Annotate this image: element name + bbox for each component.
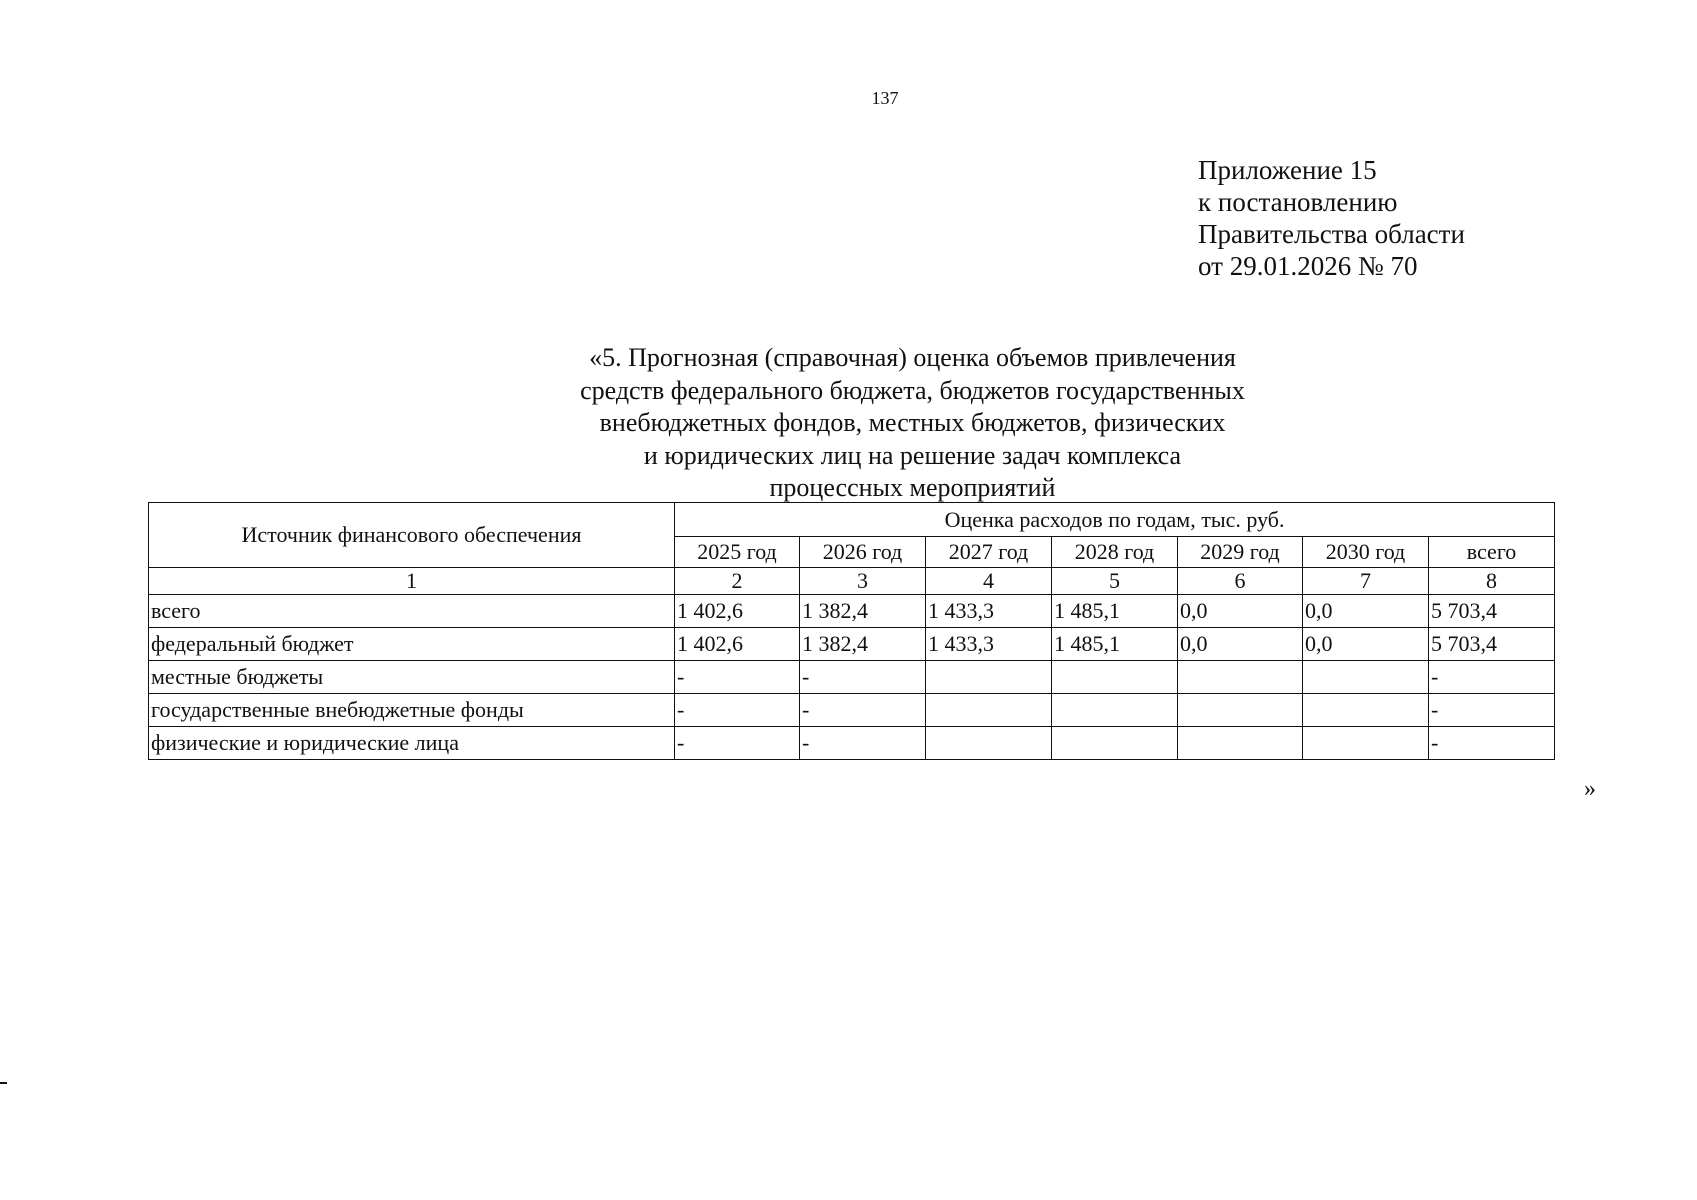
table-cell: 1 433,3 (926, 628, 1052, 661)
title-line: средств федерального бюджета, бюджетов государственных (580, 375, 1245, 405)
column-number: 2 (675, 568, 800, 595)
title-line: «5. Прогнозная (справочная) оценка объемов привлечения (589, 343, 1236, 372)
table-cell (1303, 727, 1429, 760)
column-number-row (149, 568, 1555, 595)
table-cell: - (1429, 694, 1555, 727)
funding-table (148, 502, 1555, 760)
table-cell: 1 382,4 (800, 628, 926, 661)
row-label: местные бюджеты (149, 661, 675, 694)
column-number: 8 (1429, 568, 1555, 595)
year-header: 2029 год (1178, 537, 1303, 568)
table-row (149, 595, 1555, 628)
margin-mark (0, 1082, 7, 1084)
source-column-header: Источник финансового обеспечения (149, 503, 675, 568)
title-line: процессных мероприятий (769, 473, 1056, 502)
table-cell: - (1429, 661, 1555, 694)
appendix-line-2: к постановлению (1198, 187, 1398, 217)
year-header: 2028 год (1052, 537, 1178, 568)
appendix-header (1198, 154, 1465, 282)
column-number: 1 (149, 568, 675, 595)
table-cell: 1 382,4 (800, 595, 926, 628)
table-cell (926, 661, 1052, 694)
table-cell: - (675, 694, 800, 727)
total-header: всего (1429, 537, 1555, 568)
row-label: федеральный бюджет (149, 628, 675, 661)
page-number: 137 (871, 88, 899, 108)
table-cell: - (800, 727, 926, 760)
table-cell: 0,0 (1303, 595, 1429, 628)
table-header-row (149, 503, 1555, 537)
year-header: 2027 год (926, 537, 1052, 568)
table-cell: 5 703,4 (1429, 628, 1555, 661)
column-number: 6 (1178, 568, 1303, 595)
column-number: 7 (1303, 568, 1429, 595)
title-line: внебюджетных фондов, местных бюджетов, физических (599, 408, 1226, 437)
table-cell: 0,0 (1178, 628, 1303, 661)
document-title (500, 342, 1325, 505)
table-cell (1178, 661, 1303, 694)
table-cell (1178, 727, 1303, 760)
table-cell: 1 485,1 (1052, 628, 1178, 661)
row-label: всего (149, 595, 675, 628)
column-number: 3 (800, 568, 926, 595)
table-cell (926, 694, 1052, 727)
estimate-header: Оценка расходов по годам, тыс. руб. (675, 503, 1555, 537)
table-cell: - (675, 727, 800, 760)
table-row (149, 661, 1555, 694)
closing-quote: » (1584, 776, 1596, 802)
table-cell: - (800, 661, 926, 694)
column-number: 5 (1052, 568, 1178, 595)
table-cell: 5 703,4 (1429, 595, 1555, 628)
table-cell (1052, 661, 1178, 694)
table-cell: 1 402,6 (675, 628, 800, 661)
title-line: и юридических лиц на решение задач комплекса (643, 440, 1182, 470)
row-label: государственные внебюджетные фонды (149, 694, 675, 727)
table-cell (1303, 661, 1429, 694)
table-cell (1052, 727, 1178, 760)
year-header: 2030 год (1303, 537, 1429, 568)
table-cell (1052, 694, 1178, 727)
year-header: 2026 год (800, 537, 926, 568)
table-cell: 1 433,3 (926, 595, 1052, 628)
table-row (149, 628, 1555, 661)
table-cell: 1 485,1 (1052, 595, 1178, 628)
table-cell: - (1429, 727, 1555, 760)
row-label: физические и юридические лица (149, 727, 675, 760)
table-row (149, 727, 1555, 760)
appendix-line-4: от 29.01.2026 № 70 (1198, 251, 1418, 281)
table-cell (1178, 694, 1303, 727)
table-cell: 0,0 (1303, 628, 1429, 661)
table-cell: 1 402,6 (675, 595, 800, 628)
table-cell: 0,0 (1178, 595, 1303, 628)
table-cell (926, 727, 1052, 760)
appendix-line-1: Приложение 15 (1198, 155, 1377, 185)
column-number: 4 (926, 568, 1052, 595)
appendix-line-3: Правительства области (1198, 219, 1465, 249)
table-cell: - (800, 694, 926, 727)
table-cell: - (675, 661, 800, 694)
table-cell (1303, 694, 1429, 727)
table-row (149, 694, 1555, 727)
year-header: 2025 год (675, 537, 800, 568)
